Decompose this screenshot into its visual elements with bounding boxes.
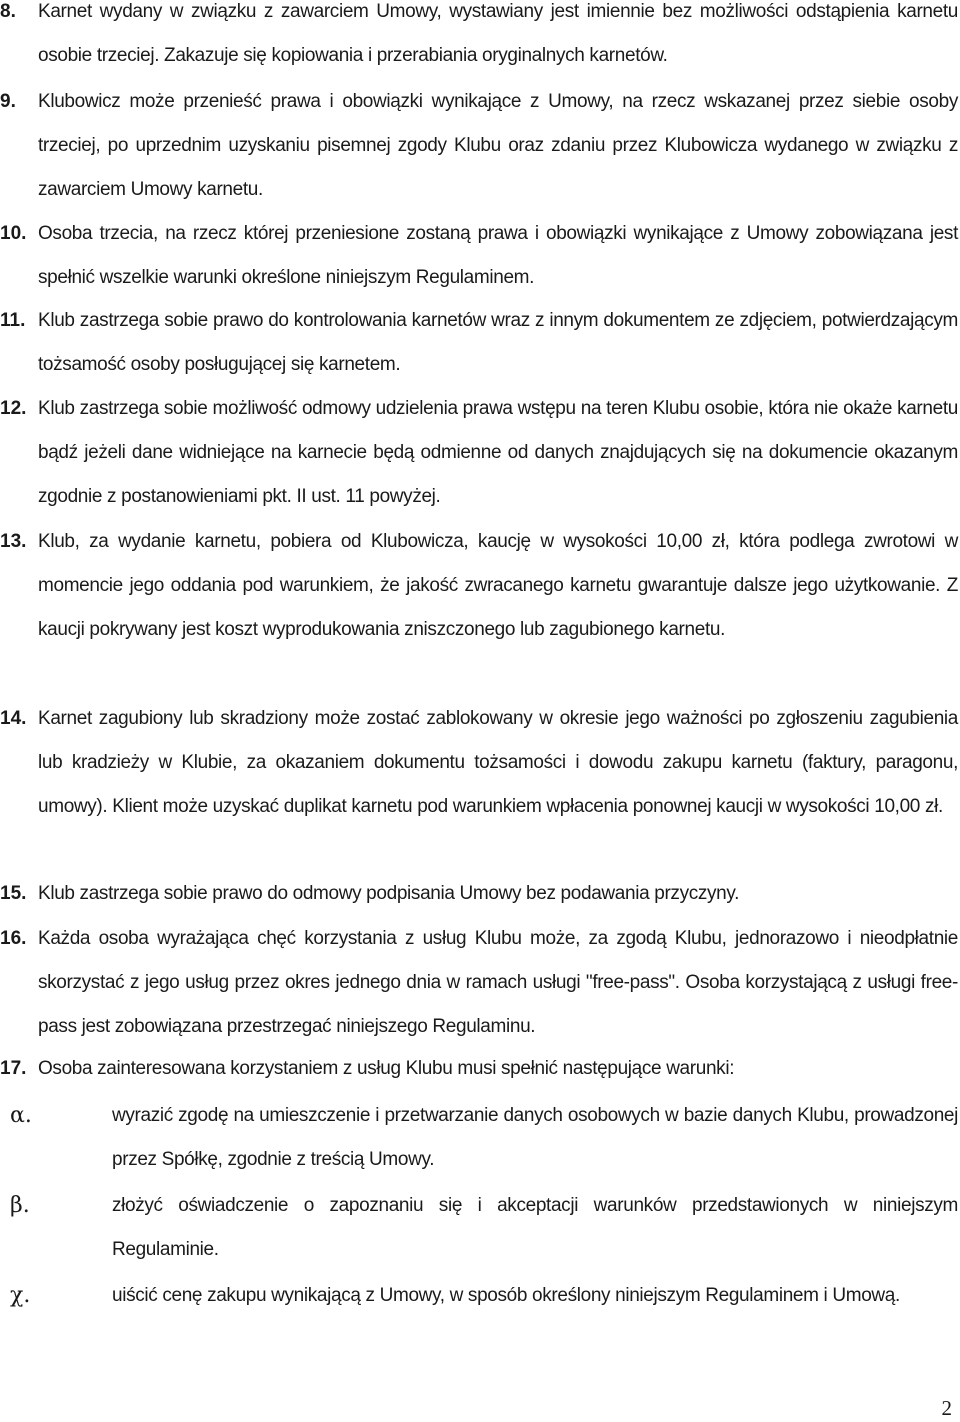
clause-16	[0, 917, 958, 1049]
condition-text: wyrazić zgodę na umieszczenie i przetwarzanie danych osobowych w bazie danych Klubu, prowadzonej przez Spółkę, zgodnie z treścią Umowy.	[112, 1105, 958, 1170]
clause-number: 8.	[0, 1, 16, 22]
clause-text: Klubowicz może przenieść prawa i obowiązki wynikające z Umowy, na rzecz wskazanej przez siebie osoby trzeciej, po uprzednim uzyskaniu pisemnej zgody Klubu oraz zdaniu przez Klubowicza wydanego w związku z zawarciem Umowy karnetu.	[38, 91, 958, 200]
clause-14	[0, 697, 958, 829]
clause-number: 9.	[0, 91, 16, 112]
clause-text: Klub zastrzega sobie prawo do odmowy podpisania Umowy bez podawania przyczyny.	[38, 883, 740, 904]
clause-text: Osoba zainteresowana korzystaniem z usług Klubu musi spełnić następujące warunki:	[38, 1058, 735, 1079]
clause-number: 10.	[0, 223, 27, 244]
clause-10	[0, 212, 958, 300]
clause-8	[0, 0, 958, 78]
clause-number: 13.	[0, 531, 27, 552]
clause-15	[0, 872, 958, 916]
clause-number: 12.	[0, 398, 27, 419]
condition-beta	[0, 1184, 958, 1272]
clause-text: Karnet wydany w związku z zawarciem Umowy, wystawiany jest imiennie bez możliwości odstąpienia karnetu osobie trzeciej. Zakazuje się kopiowania i przerabiania oryginalnych karnetów.	[38, 1, 958, 66]
clause-text: Osoba trzecia, na rzecz której przeniesione zostaną prawa i obowiązki wynikające z Umowy zobowiązana jest spełnić wszelkie warunki określone niniejszym Regulaminem.	[38, 223, 958, 288]
page-number: 2	[941, 1396, 952, 1420]
condition-marker: α.	[10, 1103, 32, 1128]
clause-number: 16.	[0, 928, 27, 949]
condition-chi	[0, 1274, 958, 1318]
clause-number: 17.	[0, 1058, 27, 1079]
clause-11	[0, 299, 958, 387]
clause-text: Karnet zagubiony lub skradziony może zostać zablokowany w okresie jego ważności po zgłoszeniu zagubienia lub kradzieży w Klubie, za okazaniem dokumentu tożsamości i dowodu zakupu karnetu (faktury, paragonu, umowy). Klient może uzyskać duplikat karnetu pod warunkiem wpłacenia ponownej kaucji w wysokości 10,00 zł.	[38, 708, 958, 817]
condition-text: uiścić cenę zakupu wynikającą z Umowy, w sposób określony niniejszym Regulaminem i Umową.	[112, 1285, 900, 1306]
clause-text: Klub zastrzega sobie prawo do kontrolowania karnetów wraz z innym dokumentem ze zdjęciem, potwierdzającym tożsamość osoby posługującej się karnetem.	[38, 310, 958, 375]
condition-marker: χ.	[10, 1283, 31, 1308]
clause-17	[0, 1047, 958, 1091]
clause-text: Każda osoba wyrażająca chęć korzystania z usług Klubu może, za zgodą Klubu, jednorazowo i nieodpłatnie skorzystać z jego usług przez okres jednego dnia w ramach usługi "free-pass". Osoba korzystającą z usługi free-pass jest zobowiązana przestrzegać niniejszego Regulaminu.	[38, 928, 958, 1037]
clause-12	[0, 387, 958, 519]
clause-9	[0, 80, 958, 212]
condition-marker: β.	[10, 1193, 30, 1218]
clause-13	[0, 520, 958, 652]
condition-alpha	[0, 1094, 958, 1182]
condition-text: złożyć oświadczenie o zapoznaniu się i akceptacji warunków przedstawionych w niniejszym Regulaminie.	[112, 1195, 958, 1260]
clause-number: 11.	[0, 310, 26, 331]
clause-number: 14.	[0, 708, 27, 729]
clause-number: 15.	[0, 883, 27, 904]
clause-text: Klub, za wydanie karnetu, pobiera od Klubowicza, kaucję w wysokości 10,00 zł, która podlega zwrotowi w momencie jego oddania pod warunkiem, że jakość zwracanego karnetu gwarantuje dalsze jego użytkowanie. Z kaucji pokrywany jest koszt wyprodukowania zniszczonego lub zagubionego karnetu.	[38, 531, 958, 640]
clause-text: Klub zastrzega sobie możliwość odmowy udzielenia prawa wstępu na teren Klubu osobie, która nie okaże karnetu bądź jeżeli dane widniejące na karnecie będą odmienne od danych znajdujących się na dokumencie okazanym zgodnie z postanowieniami pkt. II ust. 11 powyżej.	[38, 398, 958, 507]
